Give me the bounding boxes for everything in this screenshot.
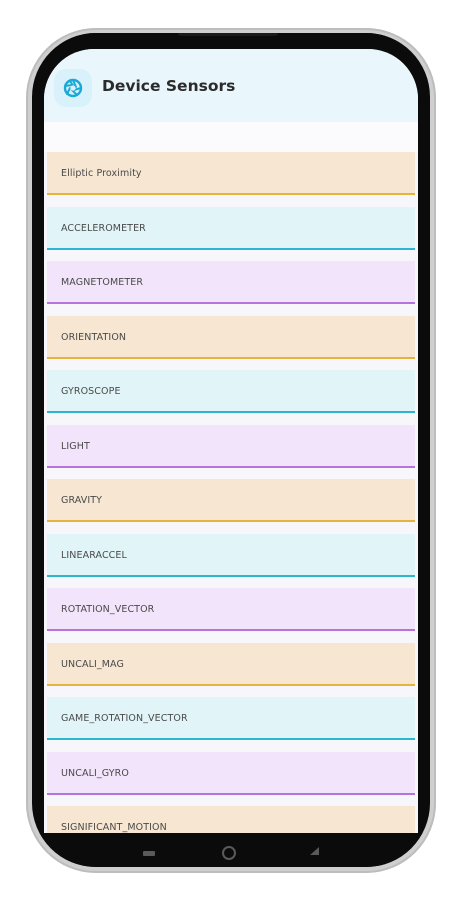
sensor-list-item[interactable] — [47, 316, 415, 359]
sensor-label: ROTATION_VECTOR — [61, 604, 155, 615]
sensor-list-item[interactable] — [47, 534, 415, 577]
sensor-list-item[interactable] — [47, 588, 415, 631]
sensor-list-item[interactable] — [47, 370, 415, 413]
sensor-list-item[interactable] — [47, 207, 415, 250]
sensor-label: GRAVITY — [61, 495, 103, 506]
recents-icon[interactable] — [310, 847, 319, 855]
camera-notch — [178, 33, 278, 36]
sensor-label: GYROSCOPE — [61, 386, 121, 397]
sensor-label: LINEARACCEL — [61, 549, 127, 561]
sensor-label: UNCALI_MAG — [61, 658, 124, 670]
app-screen — [44, 49, 418, 833]
sensor-label: Elliptic Proximity — [61, 168, 142, 179]
sensor-list-item[interactable] — [47, 643, 415, 686]
sensor-label: ORIENTATION — [61, 331, 127, 343]
sensor-list — [47, 152, 415, 833]
sensor-label: GAME_ROTATION_VECTOR — [61, 713, 188, 724]
phone-bezel — [32, 33, 430, 867]
app-bar — [44, 49, 418, 123]
home-icon[interactable] — [222, 846, 236, 860]
sensor-list-item[interactable] — [47, 479, 415, 522]
sensor-label: LIGHT — [61, 440, 90, 452]
sensor-list-item[interactable] — [47, 261, 415, 304]
back-icon[interactable] — [143, 851, 155, 856]
status-bar — [32, 33, 430, 43]
sensor-label: MAGNETOMETER — [61, 277, 144, 288]
system-nav-bar — [32, 833, 430, 867]
sensor-label: UNCALI_GYRO — [61, 767, 129, 779]
app-logo — [54, 69, 92, 107]
list-header-spacer — [44, 122, 418, 152]
sensor-label: ACCELEROMETER — [61, 222, 146, 234]
sensor-list-item[interactable] — [47, 806, 415, 833]
sensor-list-item[interactable] — [47, 425, 415, 468]
sensor-list-item[interactable] — [47, 697, 415, 740]
sensor-list-item[interactable] — [47, 152, 415, 195]
aperture-icon — [63, 78, 83, 98]
sensor-label: SIGNIFICANT_MOTION — [61, 822, 167, 833]
app-title: Device Sensors — [102, 77, 236, 95]
sensor-list-item[interactable] — [47, 752, 415, 795]
